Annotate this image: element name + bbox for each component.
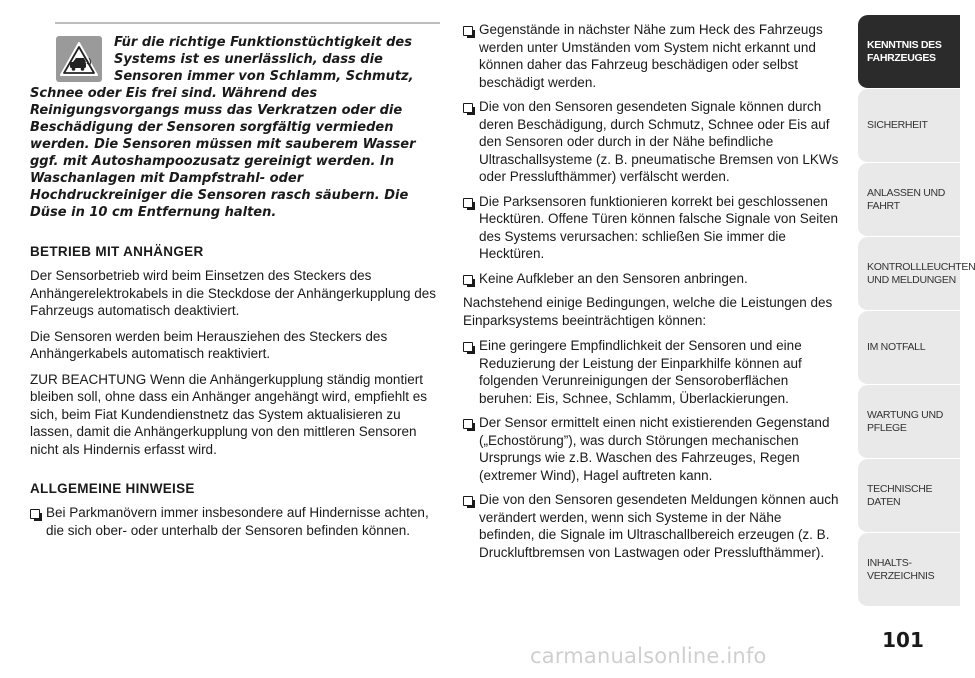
list-item-text: Die Parksensoren funktionieren korrekt bei geschlossenen Hecktüren. Offene Türen können falsche Signale von Seiten des Systems verursachen: schließen Sie immer die Hecktüren. xyxy=(479,193,838,261)
watermark: carmanualsonline.info xyxy=(530,644,767,668)
list-item xyxy=(463,491,839,561)
list-item xyxy=(463,270,839,288)
warning-divider xyxy=(55,22,440,24)
list-item xyxy=(30,504,440,539)
bullet-box-icon xyxy=(463,419,473,429)
trailer-heading: BETRIEB MIT ANHÄNGER xyxy=(30,244,204,259)
tab-kontrollleuchten[interactable]: KONTROLLLEUCHTEN UND MELDUNGEN xyxy=(858,237,960,311)
general-heading: ALLGEMEINE HINWEISE xyxy=(30,481,195,496)
trailer-note-paragraph: ZUR BEACHTUNG Wenn die Anhängerkupplung ständig montiert bleiben soll, ohne dass ein Anhänger angehängt wird, empfiehlt es sich, beim Fiat Kundendienstnetz das System aktualisieren zu lassen, damit die Anhängerkupplung von den mittleren Sensoren nicht als Hindernis erfasst wird. xyxy=(30,371,428,457)
list-item-text: Keine Aufkleber an den Sensoren anbringen. xyxy=(479,270,748,286)
warning-text: Für die richtige Funktionstüchtigkeit des Systems ist es unerlässlich, dass die Sensoren immer von Schlamm, Schmutz, Schnee oder Eis frei sind. Während des Reinigungsvorgangs muss das Verkratzen oder die Beschädigung der Sensoren sorgfältig vermieden werden. Die Sensoren müssen mit sauberem Wasser ggf. mit Autoshampoozusatz gereinigt werden. In Waschanlagen mit Dampfstrahl- oder Hochdruckreiniger die Sensoren rasch säubern. Die Düse in 10 cm Entfernung halten. xyxy=(30,35,416,220)
right-bullet-list-bottom xyxy=(463,337,839,561)
general-bullet-list xyxy=(30,504,440,539)
tab-kenntnis-des-fahrzeuges[interactable]: KENNTNIS DES FAHRZEUGES xyxy=(858,15,960,89)
list-item-text: Gegenstände in nächster Nähe zum Heck des Fahrzeugs werden unter Umständen vom System nicht erkannt und können daher das Fahrzeug beschädigen oder selbst beschädigt werden. xyxy=(479,22,823,90)
tab-wartung-und-pflege[interactable]: WARTUNG UND PFLEGE xyxy=(858,385,960,459)
trailer-paragraph-2: Die Sensoren werden beim Herausziehen des Steckers des Anhängerkabels automatisch reaktiviert. xyxy=(30,328,388,361)
list-item-text: Eine geringere Empfindlichkeit der Sensoren und eine Reduzierung der Leistung der Einparkhilfe können auf folgenden Verunreinigungen der Sensoroberflächen beruhen: Eis, Schnee, Schlamm, Überlackierungen. xyxy=(479,338,802,406)
list-item-text: Die von den Sensoren gesendeten Signale können durch deren Beschädigung, durch Schmutz, Schnee oder Eis auf den Sensoren oder durch in der Nähe befindliche Ultraschallsysteme (z. B. pneumatische Bremsen von LKWs oder Presslufthämmer) verfälscht werden. xyxy=(479,99,839,184)
tab-technische-daten[interactable]: TECHNISCHE DATEN xyxy=(858,459,960,533)
chapter-tabs xyxy=(858,15,975,607)
list-item xyxy=(463,21,839,91)
bullet-box-icon xyxy=(463,198,473,208)
list-item-text: Die von den Sensoren gesendeten Meldungen können auch verändert werden, wenn sich Systeme in der Nähe befinden, die Signale im Ultraschallbereich erzeugen (z. B. Druckluftbremsen von Lastwagen oder Presslufthämmer). xyxy=(479,492,839,560)
bullet-box-icon xyxy=(463,496,473,506)
bullet-box-icon xyxy=(30,509,40,519)
warning-block xyxy=(30,34,440,221)
bullet-box-icon xyxy=(463,342,473,352)
list-item xyxy=(463,337,839,407)
tab-sicherheit[interactable]: SICHERHEIT xyxy=(858,89,960,163)
right-bullet-list-top xyxy=(463,21,839,287)
bullet-box-icon xyxy=(463,275,473,285)
tab-anlassen-und-fahrt[interactable]: ANLASSEN UND FAHRT xyxy=(858,163,960,237)
bullet-box-icon xyxy=(463,26,473,36)
bullet-box-icon xyxy=(463,103,473,113)
list-item-text: Bei Parkmanövern immer insbesondere auf Hindernisse achten, die sich ober- oder unterhalb der Sensoren befinden können. xyxy=(46,505,429,538)
list-item xyxy=(463,193,839,263)
car-warning-icon xyxy=(56,36,102,82)
left-column xyxy=(30,22,440,546)
list-item-text: Der Sensor ermittelt einen nicht existierenden Gegenstand („Echostörung”), was durch Störungen mechanischen Ursprungs wie z.B. Waschen des Fahrzeuges, Regen (extremer Wind), Hagel auftreten kann. xyxy=(479,415,830,483)
trailer-paragraph-1: Der Sensorbetrieb wird beim Einsetzen des Steckers des Anhängerelektrokabels in die Steckdose der Anhängerkupplung des Fahrzeugs automatisch deaktiviert. xyxy=(30,268,437,318)
right-column xyxy=(463,21,839,568)
list-item xyxy=(463,414,839,484)
tab-im-notfall[interactable]: IM NOTFALL xyxy=(858,311,960,385)
page-number: 101 xyxy=(882,628,924,652)
tab-inhaltsverzeichnis[interactable]: INHALTS- VERZEICHNIS xyxy=(858,533,960,607)
list-item xyxy=(463,98,839,186)
conditions-intro: Nachstehend einige Bedingungen, welche die Leistungen des Einparksystems beeinträchtigen können: xyxy=(463,295,833,328)
